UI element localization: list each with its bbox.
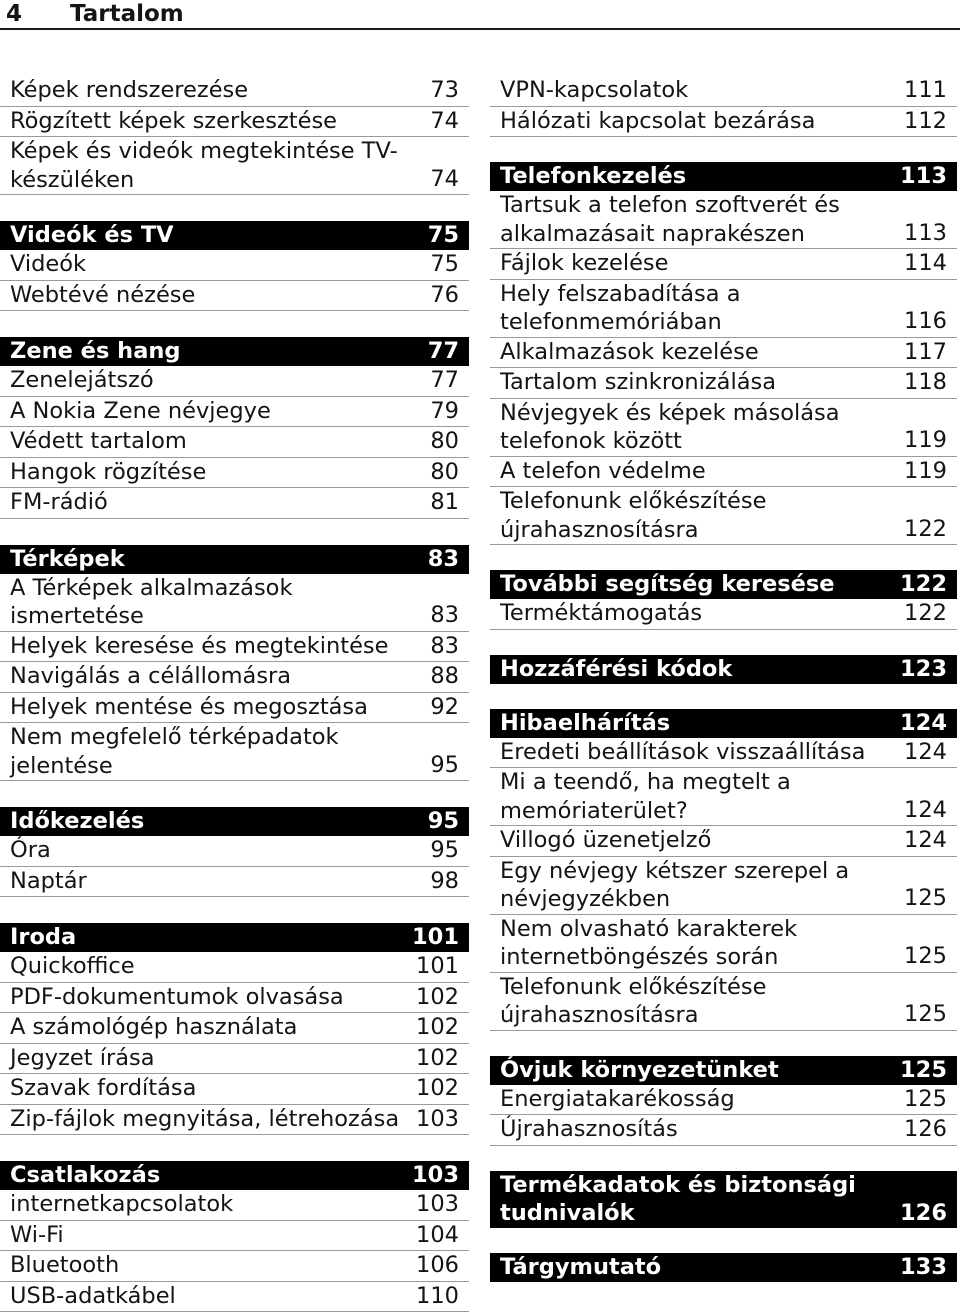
toc-entry-title: Bluetooth — [10, 1251, 119, 1281]
toc-page-number: 83 — [418, 545, 459, 574]
toc-section-heading[interactable] — [490, 655, 957, 684]
toc-entry-title: Videók és TV — [10, 221, 174, 250]
toc-entry[interactable] — [490, 738, 957, 769]
page-number: 4 — [6, 1, 22, 27]
toc-entry-title: Termékadatok és biztonsági tudnivalók — [500, 1171, 856, 1228]
toc-page-number: 113 — [890, 162, 947, 191]
toc-entry[interactable] — [490, 457, 957, 488]
toc-entry-title: Naptár — [10, 867, 87, 897]
toc-section-heading[interactable] — [0, 807, 469, 836]
toc-page-number: 125 — [894, 942, 947, 972]
toc-entry[interactable] — [490, 857, 957, 915]
toc-entry[interactable] — [490, 768, 957, 826]
toc-entry-title: Villogó üzenetjelző — [500, 826, 711, 856]
toc-entry-title: Tárgymutató — [500, 1253, 661, 1282]
toc-section-heading[interactable] — [490, 709, 957, 738]
toc-entry[interactable] — [0, 107, 469, 138]
toc-entry-title: Alkalmazások kezelése — [500, 338, 759, 368]
toc-entry-title: Zip-fájlok megnyitása, létrehozása — [10, 1105, 399, 1135]
toc-page-number: 88 — [420, 662, 459, 692]
toc-entry-title: A Nokia Zene névjegye — [10, 397, 271, 427]
toc-entry-title: Nem olvasható karakterek internetböngészés során — [500, 915, 797, 972]
toc-entry-title: Tartsuk a telefon szoftverét és alkalmazásait naprakészen — [500, 191, 840, 248]
toc-entry-title: Csatlakozás — [10, 1161, 160, 1190]
toc-entry[interactable] — [0, 1221, 469, 1252]
toc-entry-title: Zenelejátszó — [10, 366, 154, 396]
toc-entry-title: A Térképek alkalmazások ismertetése — [10, 574, 292, 631]
toc-page-number: 77 — [420, 366, 459, 396]
toc-entry-title: VPN-kapcsolatok — [500, 76, 688, 106]
toc-entry[interactable] — [0, 1190, 469, 1221]
toc-page-number: 81 — [420, 488, 459, 518]
toc-entry-title: Telefonunk előkészítése újrahasznosításra — [500, 487, 766, 544]
toc-entry-title: Eredeti beállítások visszaállítása — [500, 738, 865, 768]
toc-page-number: 102 — [406, 1044, 459, 1074]
toc-page-number: 126 — [890, 1199, 947, 1228]
toc-entry[interactable] — [490, 399, 957, 457]
toc-page-number: 113 — [894, 219, 947, 249]
toc-entry-title: Helyek mentése és megosztása — [10, 693, 368, 723]
toc-entry[interactable] — [490, 249, 957, 280]
toc-page-number: 117 — [894, 338, 947, 368]
toc-page-number: 73 — [420, 76, 459, 106]
toc-entry-title: Webtévé nézése — [10, 281, 195, 311]
toc-page-number: 80 — [420, 458, 459, 488]
toc-entry-title: FM-rádió — [10, 488, 108, 518]
toc-page-number: 83 — [420, 601, 459, 631]
toc-entry[interactable] — [0, 488, 469, 519]
toc-entry-title: Hibaelhárítás — [500, 709, 670, 738]
toc-entry-title: PDF-dokumentumok olvasása — [10, 983, 344, 1013]
toc-entry-title: Fájlok kezelése — [500, 249, 669, 279]
toc-entry[interactable] — [0, 1044, 469, 1075]
toc-entry[interactable] — [0, 76, 469, 107]
toc-entry[interactable] — [0, 1074, 469, 1105]
toc-page-number: 133 — [890, 1253, 947, 1282]
toc-page-number: 125 — [894, 884, 947, 914]
toc-page-number: 125 — [894, 1000, 947, 1030]
toc-entry-title: Rögzített képek szerkesztése — [10, 107, 337, 137]
toc-page-number: 103 — [402, 1161, 459, 1190]
toc-entry[interactable] — [490, 487, 957, 545]
toc-entry[interactable] — [0, 723, 469, 781]
toc-page-number: 122 — [890, 570, 947, 599]
toc-page-number: 95 — [420, 836, 459, 866]
toc-page-number: 119 — [894, 426, 947, 456]
toc-entry-title: Hangok rögzítése — [10, 458, 206, 488]
toc-entry[interactable] — [0, 983, 469, 1014]
toc-entry-title: Telefonunk előkészítése újrahasznosításra — [500, 973, 766, 1030]
toc-page-number: 79 — [420, 397, 459, 427]
toc-entry-title: Videók — [10, 250, 86, 280]
toc-entry[interactable] — [490, 1085, 957, 1116]
toc-page-number: 106 — [406, 1251, 459, 1281]
toc-entry-title: Telefonkezelés — [500, 162, 686, 191]
toc-entry[interactable] — [490, 1115, 957, 1146]
toc-entry-title: Képek és videók megtekintése TV- készüléken — [10, 137, 398, 194]
page-header — [0, 0, 960, 30]
toc-section-heading[interactable] — [0, 337, 469, 366]
toc-page-number: 101 — [402, 923, 459, 952]
toc-page-number: 92 — [420, 693, 459, 723]
toc-page-number: 125 — [890, 1056, 947, 1085]
toc-page-number: 80 — [420, 427, 459, 457]
toc-page-number: 95 — [420, 751, 459, 781]
toc-entry-title: További segítség keresése — [500, 570, 835, 599]
toc-entry[interactable] — [490, 107, 957, 138]
toc-entry[interactable] — [0, 836, 469, 867]
toc-entry-title: Navigálás a célállomásra — [10, 662, 291, 692]
toc-entry[interactable] — [490, 191, 957, 249]
toc-entry[interactable] — [490, 973, 957, 1031]
toc-section-heading[interactable] — [490, 162, 957, 191]
toc-entry[interactable] — [0, 632, 469, 663]
toc-page-number: 124 — [890, 709, 947, 738]
toc-entry-title: Quickoffice — [10, 952, 135, 982]
toc-entry-title: Névjegyek és képek másolása telefonok között — [500, 399, 840, 456]
toc-page-number: 75 — [420, 250, 459, 280]
toc-entry-title: Szavak fordítása — [10, 1074, 196, 1104]
toc-entry[interactable] — [490, 280, 957, 338]
toc-entry[interactable] — [490, 76, 957, 107]
toc-entry[interactable] — [0, 137, 469, 195]
toc-page-number: 77 — [418, 337, 459, 366]
toc-entry[interactable] — [0, 366, 469, 397]
toc-page-number: 124 — [894, 796, 947, 826]
toc-section-heading[interactable] — [0, 1161, 469, 1190]
toc-entry-title: Időkezelés — [10, 807, 144, 836]
toc-page-number: 124 — [894, 826, 947, 856]
toc-entry-title: Egy névjegy kétszer szerepel a névjegyzékben — [500, 857, 849, 914]
toc-entry-title: Hozzáférési kódok — [500, 655, 732, 684]
toc-page-number: 75 — [418, 221, 459, 250]
toc-entry[interactable] — [490, 915, 957, 973]
toc-entry-title: Iroda — [10, 923, 76, 952]
toc-entry[interactable] — [0, 397, 469, 428]
toc-entry-title: Mi a teendő, ha megtelt a memóriaterület? — [500, 768, 791, 825]
toc-section-heading[interactable] — [0, 545, 469, 574]
toc-page-number: 122 — [894, 515, 947, 545]
toc-page-number: 114 — [894, 249, 947, 279]
toc-entry-title: Védett tartalom — [10, 427, 187, 457]
toc-entry-title: Óra — [10, 836, 51, 866]
toc-left-column — [0, 76, 469, 1312]
toc-page-number: 124 — [894, 738, 947, 768]
toc-page-number: 112 — [894, 107, 947, 137]
toc-entry-title: Újrahasznosítás — [500, 1115, 678, 1145]
toc-entry[interactable] — [0, 662, 469, 693]
toc-entry[interactable] — [0, 574, 469, 632]
toc-entry-title: Tartalom szinkronizálása — [500, 368, 776, 398]
toc-entry[interactable] — [0, 693, 469, 724]
toc-page-number: 111 — [894, 76, 947, 106]
toc-entry-title: Hely felszabadítása a telefonmemóriában — [500, 280, 740, 337]
toc-entry-title: Energiatakarékosság — [500, 1085, 735, 1115]
toc-entry-title: Zene és hang — [10, 337, 181, 366]
toc-entry[interactable] — [490, 826, 957, 857]
toc-page-number: 76 — [420, 281, 459, 311]
toc-page-number: 122 — [894, 599, 947, 629]
toc-page-number: 103 — [406, 1105, 459, 1135]
toc-page-number: 74 — [420, 107, 459, 137]
toc-entry[interactable] — [0, 1013, 469, 1044]
toc-section-heading[interactable] — [490, 1171, 957, 1228]
toc-entry-title: USB-adatkábel — [10, 1282, 176, 1312]
toc-entry[interactable] — [0, 458, 469, 489]
toc-page-number: 98 — [420, 867, 459, 897]
toc-entry-title: A telefon védelme — [500, 457, 706, 487]
toc-page-number: 104 — [406, 1221, 459, 1251]
toc-entry-title: Wi-Fi — [10, 1221, 64, 1251]
toc-page-number: 110 — [406, 1282, 459, 1312]
toc-section-heading[interactable] — [490, 1253, 957, 1282]
toc-entry-title: Képek rendszerezése — [10, 76, 248, 106]
toc-page-number: 95 — [418, 807, 459, 836]
toc-page-number: 74 — [420, 165, 459, 195]
toc-page-number: 101 — [406, 952, 459, 982]
toc-section-heading[interactable] — [0, 923, 469, 952]
toc-page-number: 102 — [406, 983, 459, 1013]
toc-page-number: 103 — [406, 1190, 459, 1220]
toc-entry-title: internetkapcsolatok — [10, 1190, 233, 1220]
toc-entry-title: Hálózati kapcsolat bezárása — [500, 107, 815, 137]
toc-page-number: 119 — [894, 457, 947, 487]
toc-page-number: 125 — [894, 1085, 947, 1115]
toc-entry-title: A számológép használata — [10, 1013, 297, 1043]
toc-section-heading[interactable] — [490, 1056, 957, 1085]
toc-page-number: 123 — [890, 655, 947, 684]
toc-entry[interactable] — [0, 952, 469, 983]
toc-entry[interactable] — [0, 281, 469, 312]
toc-right-column — [490, 76, 957, 1282]
toc-entry[interactable] — [490, 599, 957, 630]
toc-entry-title: Óvjuk környezetünket — [500, 1056, 779, 1085]
toc-entry-title: Jegyzet írása — [10, 1044, 155, 1074]
toc-page-number: 102 — [406, 1074, 459, 1104]
toc-entry[interactable] — [490, 368, 957, 399]
toc-entry[interactable] — [0, 1282, 469, 1312]
toc-page-number: 118 — [894, 368, 947, 398]
toc-entry-title: Terméktámogatás — [500, 599, 702, 629]
toc-page-number: 126 — [894, 1115, 947, 1145]
toc-entry[interactable] — [0, 250, 469, 281]
toc-entry[interactable] — [0, 1105, 469, 1136]
toc-entry[interactable] — [0, 427, 469, 458]
toc-entry-title: Térképek — [10, 545, 125, 574]
toc-entry[interactable] — [0, 867, 469, 898]
toc-entry[interactable] — [490, 338, 957, 369]
toc-page-number: 102 — [406, 1013, 459, 1043]
toc-page-number: 116 — [894, 307, 947, 337]
page-title: Tartalom — [70, 1, 184, 27]
toc-page-number: 83 — [420, 632, 459, 662]
toc-section-heading[interactable] — [0, 221, 469, 250]
toc-entry[interactable] — [0, 1251, 469, 1282]
toc-entry-title: Nem megfelelő térképadatok jelentése — [10, 723, 339, 780]
toc-section-heading[interactable] — [490, 570, 957, 599]
toc-entry-title: Helyek keresése és megtekintése — [10, 632, 389, 662]
